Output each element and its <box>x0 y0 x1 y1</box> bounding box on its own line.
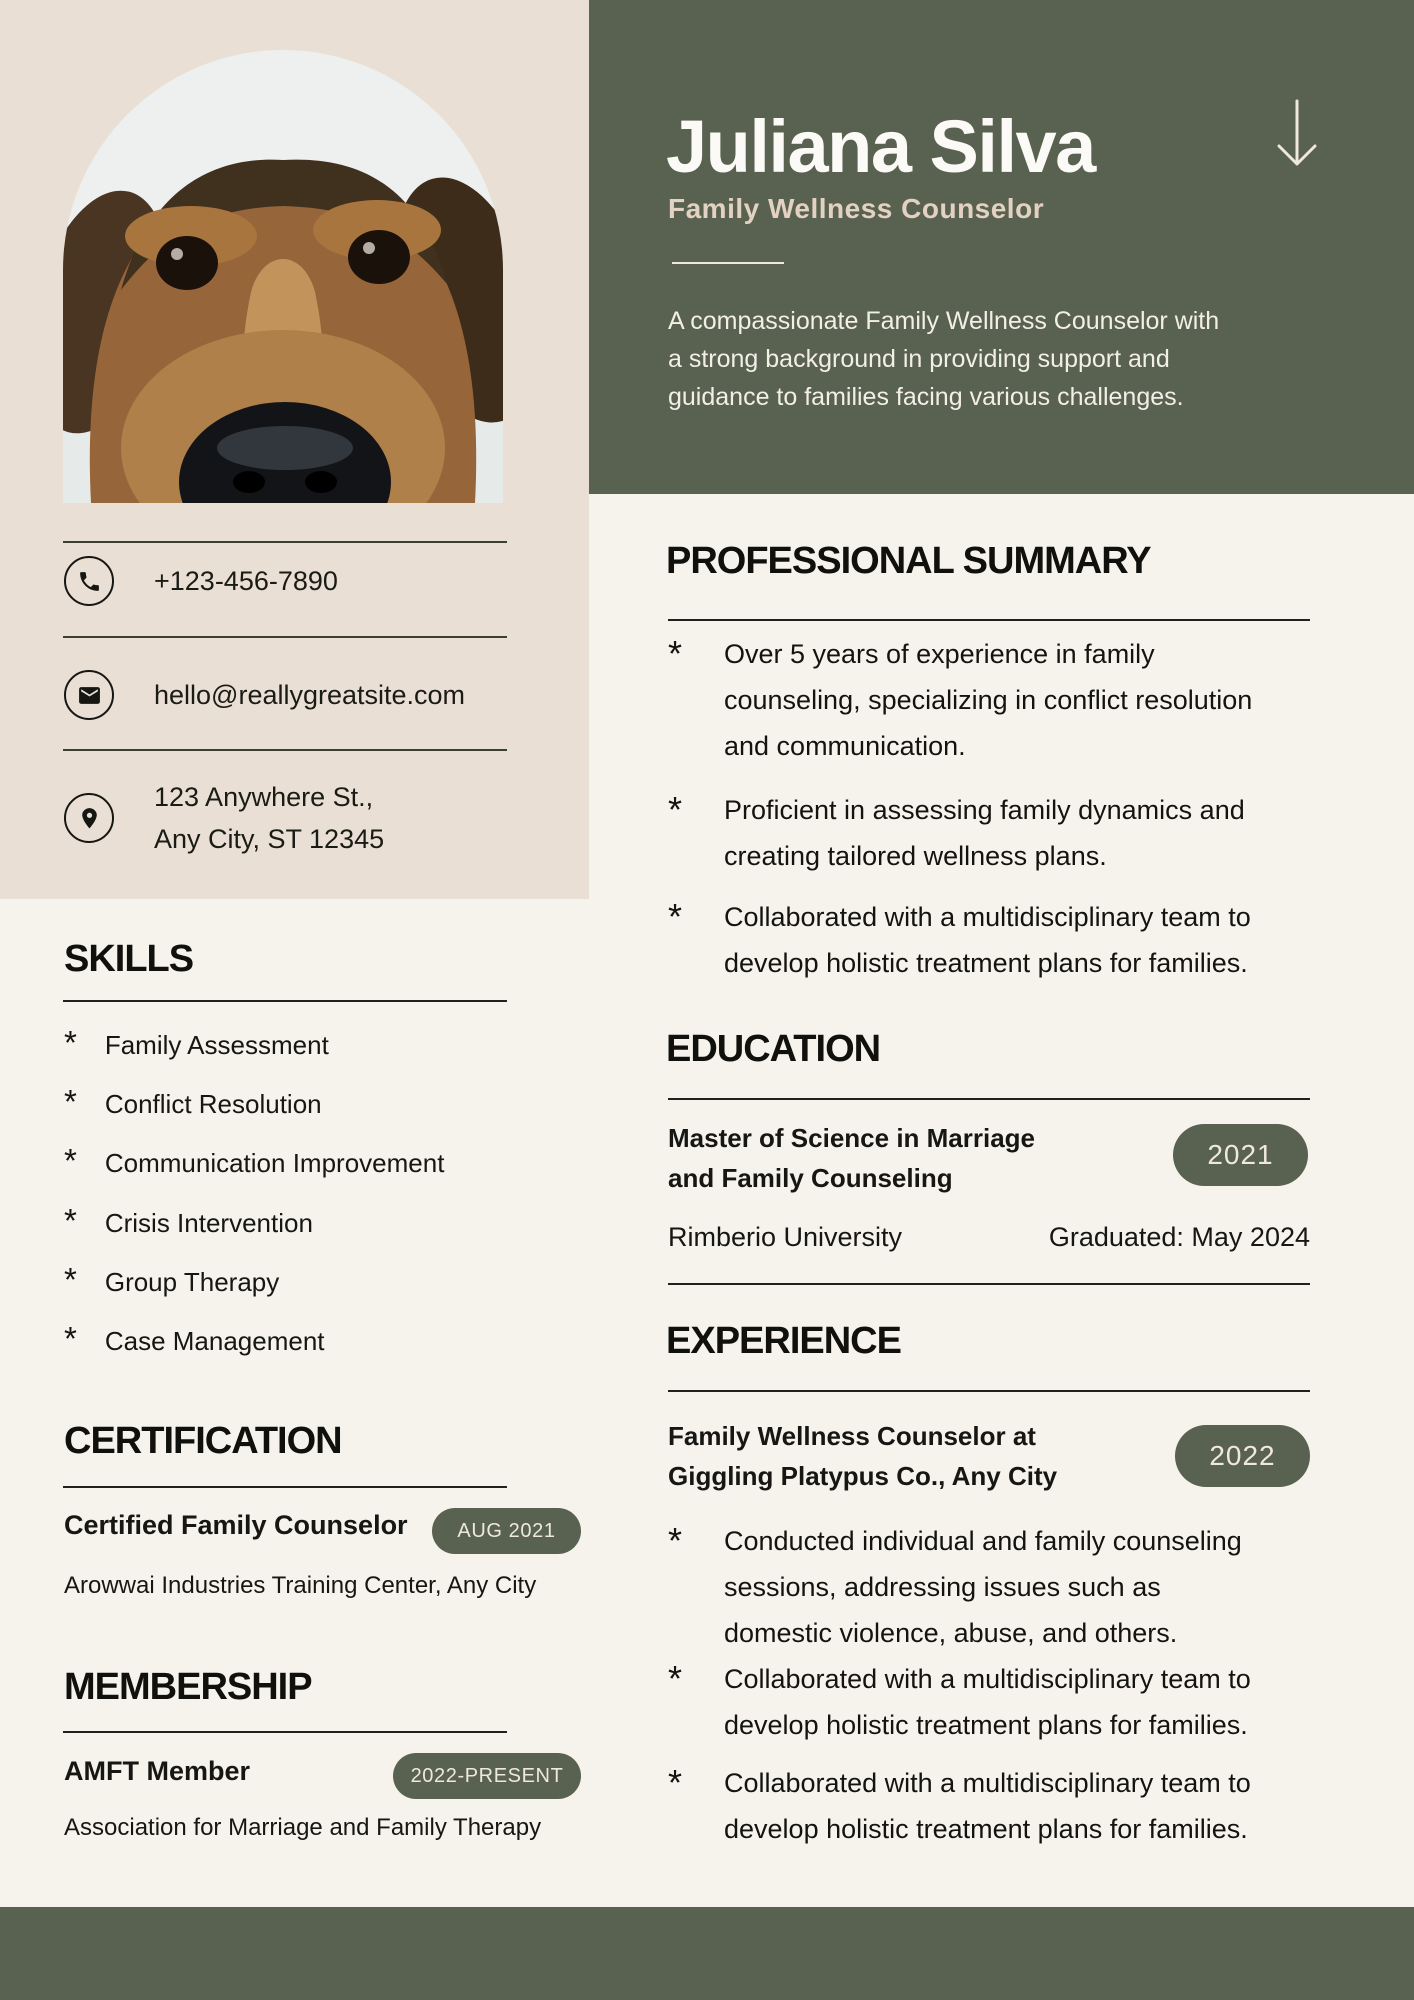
summary-line: develop holistic treatment plans for families. <box>724 948 1248 978</box>
education-school: Rimberio University <box>668 1222 903 1252</box>
address-row <box>64 776 384 860</box>
email-address: hello@reallygreatsite.com <box>154 680 466 710</box>
skill-item-row <box>64 1322 325 1358</box>
professional-summary-underline <box>668 619 1310 621</box>
asterisk-icon: * <box>668 1520 683 1561</box>
skill-item: Case Management <box>104 1326 325 1356</box>
summary-bullet-text <box>724 894 1251 986</box>
asterisk-icon: * <box>64 1202 77 1239</box>
header-summary-line: guidance to families facing various challenges. <box>668 383 1184 411</box>
experience-bullet-text <box>724 1518 1242 1656</box>
summary-line: Collaborated with a multidisciplinary team to <box>724 902 1251 932</box>
header-summary-line: A compassionate Family Wellness Counselor with <box>668 307 1220 335</box>
skill-item-row <box>64 1085 322 1121</box>
asterisk-icon: * <box>64 1261 77 1298</box>
footer-band <box>0 1907 1414 2000</box>
membership-heading: MEMBERSHIP <box>64 1666 312 1708</box>
certification-org: Arowwai Industries Training Center, Any City <box>64 1572 537 1599</box>
down-arrow-icon <box>1266 98 1328 172</box>
certification-heading: CERTIFICATION <box>64 1420 342 1462</box>
experience-line: Collaborated with a multidisciplinary team to <box>724 1664 1251 1694</box>
membership-date-badge: 2022-PRESENT <box>393 1753 581 1799</box>
header-summary-line: a strong background in providing support and <box>668 345 1170 373</box>
education-underline <box>668 1098 1310 1100</box>
certification-date-badge: AUG 2021 <box>432 1508 581 1554</box>
skill-item: Family Assessment <box>104 1030 329 1060</box>
asterisk-icon: * <box>668 789 683 830</box>
education-bottom-divider <box>668 1283 1310 1285</box>
experience-bullet <box>668 1760 1251 1852</box>
phone-number: +123-456-7890 <box>154 566 338 596</box>
summary-line: Over 5 years of experience in family <box>724 639 1155 669</box>
experience-line: domestic violence, abuse, and others. <box>724 1618 1178 1648</box>
education-degree <box>668 1118 1035 1198</box>
experience-line: sessions, addressing issues such as <box>724 1572 1161 1602</box>
experience-bullet <box>668 1518 1242 1656</box>
address-line-1: 123 Anywhere St., <box>154 782 374 812</box>
contact-divider <box>63 541 507 543</box>
skill-item-row <box>64 1026 329 1062</box>
experience-line: Collaborated with a multidisciplinary team to <box>724 1768 1251 1798</box>
membership-underline <box>63 1731 507 1733</box>
contact-divider <box>63 749 507 751</box>
experience-underline <box>668 1390 1310 1392</box>
certification-title: Certified Family Counselor <box>64 1510 408 1540</box>
summary-line: and communication. <box>724 731 966 761</box>
summary-bullet <box>668 787 1245 879</box>
experience-bullet <box>668 1656 1251 1748</box>
asterisk-icon: * <box>64 1083 77 1120</box>
skill-item: Group Therapy <box>104 1267 280 1297</box>
professional-summary-heading: PROFESSIONAL SUMMARY <box>666 540 1151 582</box>
skill-item: Conflict Resolution <box>104 1089 322 1119</box>
summary-bullet <box>668 894 1251 986</box>
skills-heading: SKILLS <box>64 938 194 980</box>
education-heading: EDUCATION <box>666 1028 881 1070</box>
summary-line: Proficient in assessing family dynamics and <box>724 795 1245 825</box>
asterisk-icon: * <box>668 633 683 674</box>
skill-item: Crisis Intervention <box>104 1208 313 1238</box>
skills-underline <box>63 1000 507 1002</box>
membership-org: Association for Marriage and Family Therapy <box>64 1814 542 1841</box>
asterisk-icon: * <box>64 1024 77 1061</box>
header-divider <box>672 262 784 264</box>
certification-underline <box>63 1486 507 1488</box>
address <box>154 776 384 860</box>
experience-line: develop holistic treatment plans for families. <box>724 1814 1248 1844</box>
asterisk-icon: * <box>668 896 683 937</box>
asterisk-icon: * <box>64 1320 77 1357</box>
asterisk-icon: * <box>668 1658 683 1699</box>
experience-role <box>668 1416 1057 1496</box>
summary-line: creating tailored wellness plans. <box>724 841 1107 871</box>
location-icon <box>64 793 114 843</box>
address-line-2: Any City, ST 12345 <box>154 824 385 854</box>
education-graduated: Graduated: May 2024 <box>1048 1222 1310 1252</box>
summary-bullet-text <box>724 787 1245 879</box>
degree-line: Master of Science in Marriage <box>668 1123 1036 1153</box>
summary-bullet <box>668 631 1252 769</box>
experience-bullet-text <box>724 1760 1251 1852</box>
experience-line: Conducted individual and family counseling <box>724 1526 1242 1556</box>
asterisk-icon: * <box>64 1142 77 1179</box>
experience-bullet-text <box>724 1656 1251 1748</box>
role-line: Family Wellness Counselor at <box>668 1421 1036 1451</box>
profile-photo <box>63 50 503 503</box>
email-icon <box>64 670 114 720</box>
membership-title: AMFT Member <box>64 1756 251 1786</box>
skill-item-row <box>64 1144 444 1180</box>
skill-item-row <box>64 1263 279 1299</box>
summary-bullet-text <box>724 631 1252 769</box>
summary-line: counseling, specializing in conflict resolution <box>724 685 1253 715</box>
page-title-name: Juliana Silva <box>666 105 1095 188</box>
phone-row <box>64 556 338 606</box>
degree-line: and Family Counseling <box>668 1163 953 1193</box>
skill-item-row <box>64 1204 313 1240</box>
dog-photo-illustration <box>63 50 503 503</box>
phone-icon <box>64 556 114 606</box>
education-year-badge: 2021 <box>1173 1124 1308 1186</box>
header-summary <box>668 302 1219 416</box>
header-background <box>589 0 1414 494</box>
experience-line: develop holistic treatment plans for families. <box>724 1710 1248 1740</box>
email-row <box>64 670 465 720</box>
job-title: Family Wellness Counselor <box>668 193 1045 224</box>
experience-heading: EXPERIENCE <box>666 1320 901 1362</box>
role-line: Giggling Platypus Co., Any City <box>668 1461 1058 1491</box>
skill-item: Communication Improvement <box>104 1148 445 1178</box>
contact-divider <box>63 636 507 638</box>
experience-year-badge: 2022 <box>1175 1425 1310 1487</box>
asterisk-icon: * <box>668 1762 683 1803</box>
